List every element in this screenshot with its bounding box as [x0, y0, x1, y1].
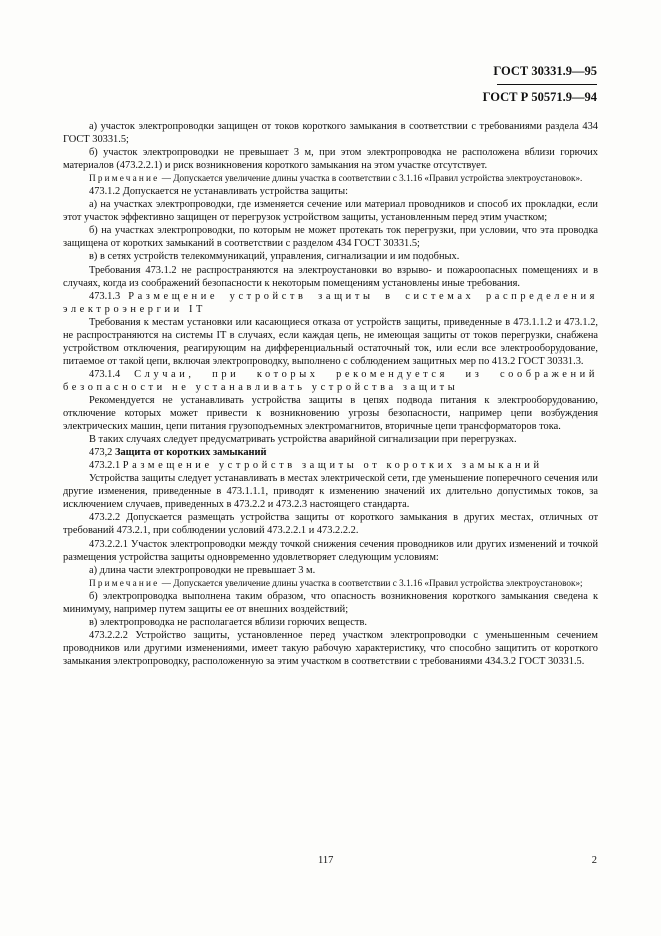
paragraph: в) электропроводка не располагается вблизи горючих веществ.: [89, 616, 367, 628]
paragraph: Рекомендуется не устанавливать устройства защиты в цепях подвода питания к электрооборудованию, отключение которых может привести к возникновению угрозы безопасности, например цепи возбуждения электрических машин, цепи питания грузоподъемных электромагнитов, вторичные цепи трансформаторов тока.: [63, 394, 598, 433]
paragraph: а) участок электропроводки защищен от токов короткого замыкания в соответствии с требованиями раздела 434 ГОСТ 30331.5;: [63, 121, 598, 146]
section-heading: [63, 459, 598, 472]
paragraph: 473.1.2 Допускается не устанавливать устройства защиты:: [89, 186, 348, 198]
header-rule: [497, 84, 597, 85]
section-title: Размещение устройств защиты от коротких замыканий: [122, 460, 543, 472]
standard-code-primary: ГОСТ 30331.9—95: [493, 64, 597, 78]
page-number: 2: [591, 855, 597, 866]
note-lead: Примечание: [89, 577, 160, 588]
section-number: 473.2.1: [89, 460, 123, 472]
section-number: 473.1.4: [89, 368, 135, 380]
note: [63, 172, 598, 185]
section-number: 473,2: [89, 447, 115, 459]
section-title: Защита от коротких замыканий: [114, 447, 267, 459]
note-text: — Допускается увеличение длины участка в соответствии с 3.1.16 «Правил устройства электроустановок».: [159, 173, 583, 184]
paragraph: а) длина части электропроводки не превышает 3 м.: [89, 564, 316, 576]
section-heading: [63, 290, 598, 316]
paragraph: 473.2.2 Допускается размещать устройства защиты от короткого замыкания в других местах, отличных от требований 473.2.1, при соблюдении условий 473.2.2.1 и 473.2.2.2.: [63, 512, 598, 537]
section-title: Размещение устройств защиты в системах распределения электроэнергии IT: [63, 290, 598, 315]
section-title: Случаи, при которых рекомендуется из соображений безопасности не устанавливать устройства защиты: [63, 368, 598, 393]
paragraph: а) на участках электропроводки, где изменяется сечение или материал проводников и способ их прокладки, если этот участок эффективно защищен от перегрузок устройством защиты, установленным перед этим участком;: [63, 199, 598, 224]
paragraph: б) электропроводка выполнена таким образом, что опасность возникновения короткого замыкания сведена к минимуму, например путем защиты ее от внешних воздействий;: [63, 590, 598, 615]
note: [63, 577, 598, 590]
section-number: 473.1.3: [89, 290, 129, 302]
paragraph: 473.2.2.1 Участок электропроводки между точкой снижения сечения проводников или других изменений и точкой размещения устройства защиты одновременно удовлетворяет следующим условиям:: [63, 538, 598, 563]
paragraph: б) на участках электропроводки, по которым не может протекать ток перегрузки, при условии, что эта проводка защищена от коротких замыканий в соответствии с разделом 434 ГОСТ 30331.5;: [63, 225, 598, 250]
paragraph: В таких случаях следует предусматривать устройства аварийной сигнализации при перегрузках.: [89, 434, 517, 446]
section-heading: [63, 446, 598, 459]
paragraph: 473.2.2.2 Устройство защиты, установленное перед участком электропроводки с уменьшенным сечением проводников или другими изменениями, имеет такую рабочую характеристику, что способно защитить от короткого замыкания электропроводку, расположенную за этим участком в соответствии с требованиями 434.3.2 ГОСТ 30331.5.: [63, 629, 598, 667]
note-text: — Допускается увеличение длины участка в соответствии с 3.1.16 «Правил устройства электроустановок»;: [159, 577, 583, 588]
section-heading: [63, 368, 598, 394]
paragraph: Требования 473.1.2 не распространяются на электроустановки во взрыво- и пожароопасных помещениях и в случаях, когда из соображений безопасности к некоторым помещениям установлены иные требования.: [63, 264, 598, 289]
note-lead: Примечание: [89, 173, 160, 184]
document-header: [483, 63, 597, 105]
paragraph: Требования к местам установки или касающиеся отказа от устройств защиты, приведенные в 473.1.1.2 и 473.1.2, не распространяются на системы IT в случаях, если каждая цепь, не имеющая защиты от токов перегрузки, снабжена устройством отключения, реагирующим на дифференциальный остаточный ток, или если все электрооборудование, питаемое от такой цепи, включая электропроводку, выполнено с соблюдением защитных мер по 413.2 ГОСТ 30331.3.: [63, 316, 598, 367]
paragraph: Устройства защиты следует устанавливать в местах электрической сети, где уменьшение поперечного сечения или другие изменения, приведенные в 473.1.1.1, приводят к изменению значений их длительно допустимых токов, за исключением случаев, приведенных в 473.2.2 и 473.2.3 настоящего стандарта.: [63, 473, 598, 511]
paragraph: б) участок электропроводки не превышает 3 м, при этом электропроводка не расположена вблизи горючих материалов (473.2.2.1) и риск возникновения короткого замыкания на этом участке отсутствует.: [63, 147, 598, 172]
standard-code-secondary: ГОСТ Р 50571.9—94: [482, 90, 597, 104]
footer-number: 117: [318, 855, 334, 866]
paragraph: в) в сетях устройств телекоммуникаций, управления, сигнализации и им подобных.: [89, 251, 460, 263]
document-body: [63, 120, 598, 668]
